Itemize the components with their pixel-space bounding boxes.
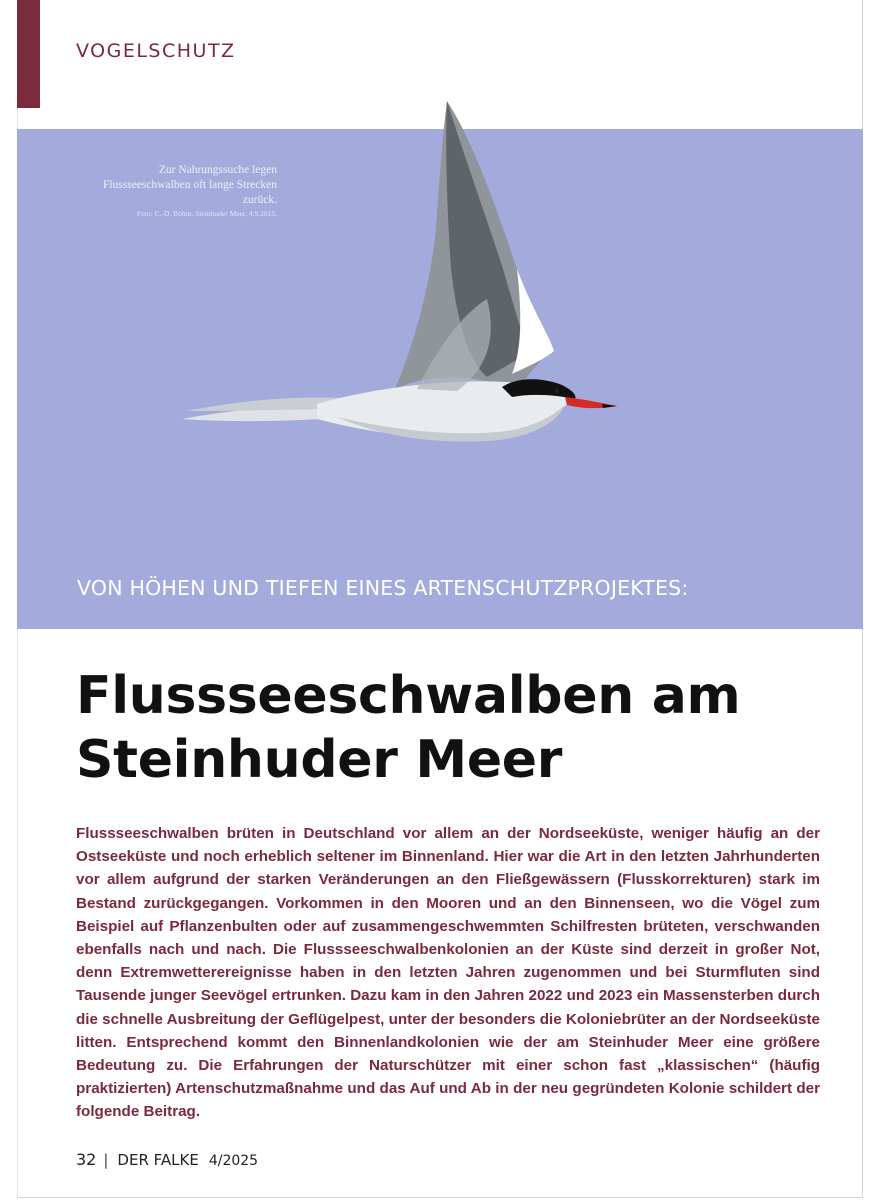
caption-text: Zur Nahrungssuche legen Flussseeschwalben oft lange Strecken zurück. — [102, 164, 277, 206]
article-lead: Flussseeschwalben brüten in Deutschland vor allem an der Nordseeküste, weniger häufig an der Ostseeküste und noch erheblich seltener im Binnenland. Hier war die Art in den letzten Jahrhunderten vor allem aufgrund der starken Veränderungen an den Fließgewässern (Flusskorrekturen) stark im Bestand zurückgegangen. Vorkommen in den Mooren und an den Binnenseen, wo die Vögel zum Beispiel auf Pflanzenbulten oder auf zusammengeschwemmten Schilfresten brüteten, verschwanden ebenfalls nach und nach. Die Flussseeschwalbenkolonien an der Küste sind derzeit in großer Not, denn Extremwetterereignisse haben in den letzten Jahren zugenommen und bei Sturmfluten sind Tausende junger Seevögel ertrunken. Dazu kam in den Jahren 2022 und 2023 ein Massensterben durch die schnelle Ausbreitung der Geflügelpest, unter der besonders die Koloniebrüter an der Nordseeküste litten. Entsprechend kommt den Binnenlandkolonien wie der am Steinhuder Meer eine größere Bedeutung zu. Die Erfahrungen der Naturschützer mit einer schon fast „klassischen“ (häufig praktizierten) Artenschutzmaßnahme und das Auf und Ab in der neu gegründeten Kolonie schildert der folgende Beitrag. — [76, 825, 820, 1121]
hero-photo — [17, 129, 863, 629]
magazine-name: DER FALKE — [117, 1151, 199, 1169]
photo-credit: Foto: C.-D. Böhm, Steinhuder Meer, 4.9.2015. — [136, 209, 277, 218]
section-accent-bar — [17, 0, 40, 108]
issue-number: 4/2025 — [208, 1153, 259, 1169]
article-kicker: VON HÖHEN UND TIEFEN EINES ARTENSCHUTZPROJEKTES: — [77, 576, 689, 600]
page-footer — [76, 1150, 258, 1169]
section-label: VOGELSCHUTZ — [76, 40, 236, 62]
title-line-1: Flussseeschwalben am — [76, 666, 741, 726]
title-line-2: Steinhuder Meer — [76, 730, 563, 790]
photo-caption — [77, 163, 277, 220]
tern-illustration-icon — [17, 99, 863, 499]
page-number: 32 — [76, 1150, 97, 1169]
footer-separator: | — [103, 1151, 109, 1169]
article-title — [76, 664, 740, 792]
